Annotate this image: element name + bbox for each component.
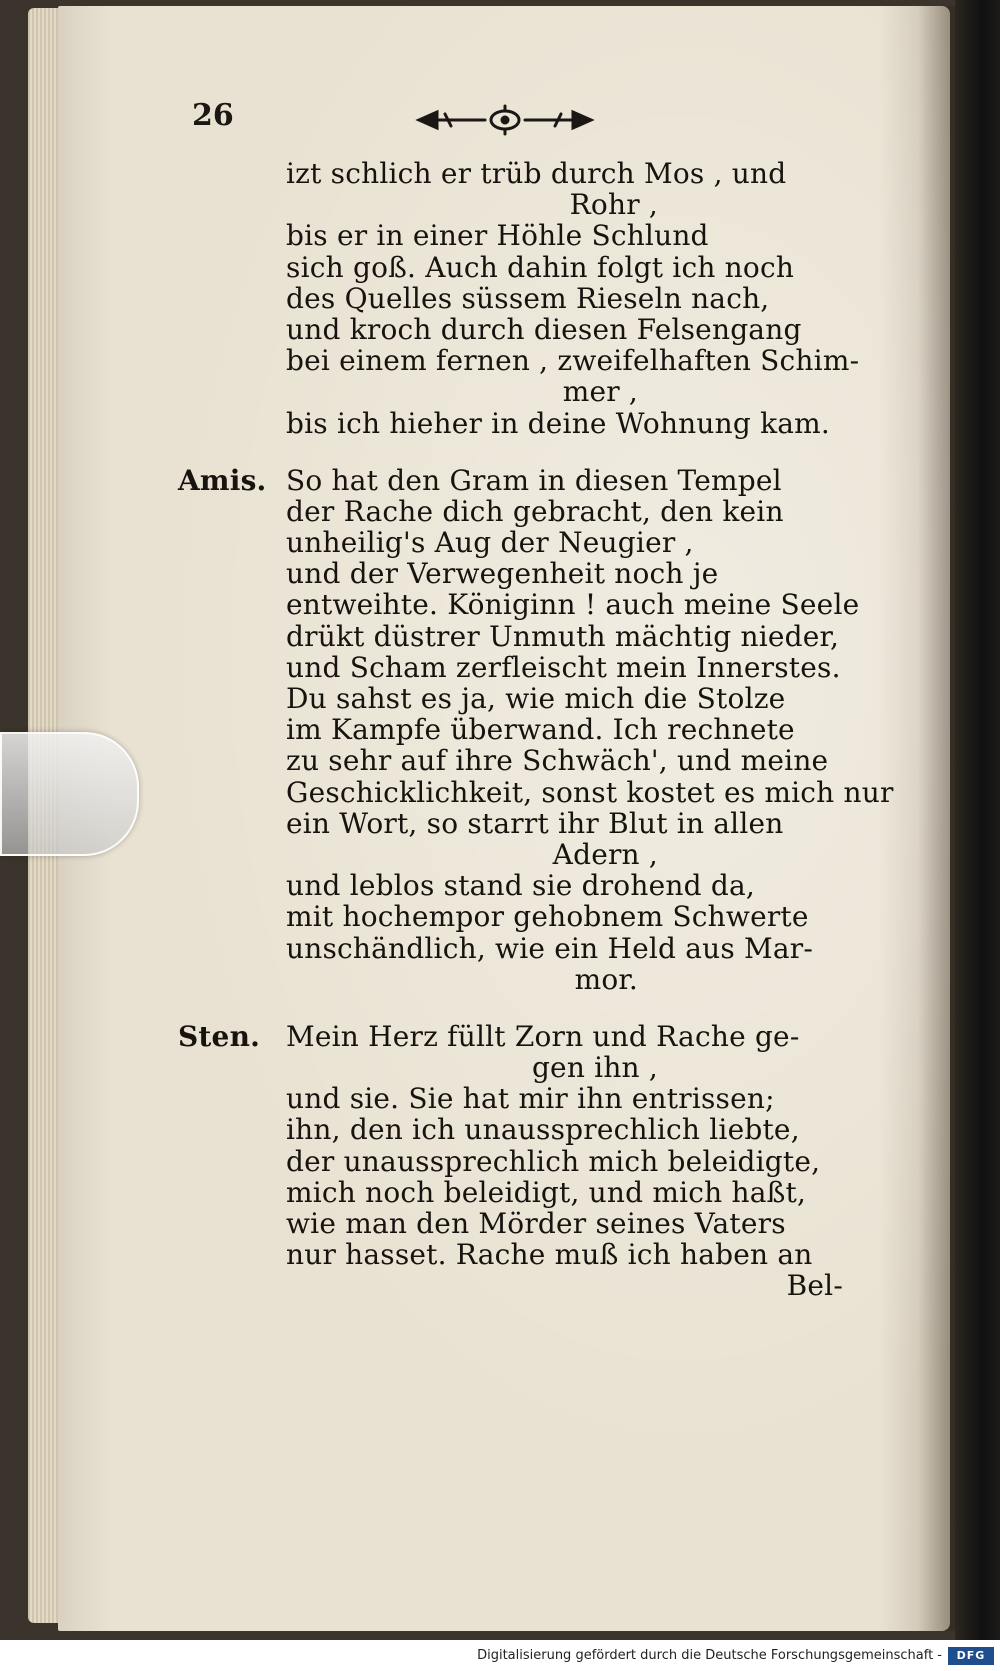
verse-text (178, 157, 894, 1303)
verse-line: des Quelles süssem Rieseln nach, (286, 281, 770, 315)
verse-line: und leblos stand sie drohend da, (286, 869, 755, 903)
verse-line: im Kampfe überwand. Ich rechnete (286, 713, 795, 747)
verse-line: unschändlich, wie ein Held aus Mar- (286, 931, 814, 965)
verse-line: und Scham zerfleischt mein Innerstes. (286, 650, 841, 684)
verse-line-continuation: mer , (562, 375, 638, 409)
verse-line: der unaussprechlich mich beleidigte, (286, 1144, 821, 1178)
verse-line: So hat den Gram in diesen Tempel (286, 463, 782, 497)
speech-sten (178, 1021, 843, 1302)
verse-line: und der Verwegenheit noch je (286, 557, 719, 591)
verse-line: Du sahst es ja, wie mich die Stolze (286, 682, 786, 715)
page-number: 26 (192, 98, 234, 133)
verse-line: wie man den Mörder seines Vaters (286, 1207, 786, 1240)
header-ornament-icon (415, 100, 595, 140)
verse-line: nur hasset. Rache muß ich haben an (286, 1238, 813, 1272)
gutter-shadow (918, 6, 958, 1631)
verse-line-continuation: gen ihn , (531, 1051, 658, 1085)
verse-line: mit hochempor gehobnem Schwerte (286, 900, 809, 934)
verse-line: entweihte. Königinn ! auch meine Seele (286, 588, 860, 622)
verse-line: mich noch beleidigt, und mich haßt, (286, 1175, 807, 1209)
verse-line-continuation: mor. (574, 962, 638, 996)
verse-line: bis er in einer Höhle Schlund (286, 219, 709, 253)
verse-line: bis ich hieher in deine Wohnung kam. (286, 406, 831, 440)
dfg-logo-icon: DFG (948, 1647, 994, 1665)
verse-line: izt schlich er trüb durch Mos , und (286, 157, 787, 190)
verse-line: ein Wort, so starrt ihr Blut in allen (286, 806, 784, 840)
verse-line: ihn, den ich unaussprechlich liebte, (286, 1113, 800, 1147)
verse-line-continuation: Rohr , (569, 188, 658, 222)
digitization-footer (0, 1645, 1000, 1671)
binding-edge (955, 0, 1000, 1640)
catchword: Bel- (786, 1269, 843, 1303)
verse-line: und sie. Sie hat mir ihn entrissen; (286, 1082, 775, 1116)
bookmark-slip (0, 732, 139, 856)
verse-line: drükt düstrer Unmuth mächtig nieder, (286, 619, 840, 653)
verse-line: sich goß. Auch dahin folgt ich noch (286, 250, 795, 284)
funding-credit: Digitalisierung gefördert durch die Deutsche Forschungsgemeinschaft - (477, 1648, 942, 1663)
verse-line: und kroch durch diesen Felsengang (286, 312, 802, 346)
verse-line: unheilig's Aug der Neugier , (286, 526, 694, 560)
verse-line: Mein Herz füllt Zorn und Rache ge- (286, 1019, 800, 1053)
verse-line-continuation: Adern , (552, 837, 658, 871)
speaker-name: Amis. (178, 463, 267, 497)
verse-line: bei einem fernen , zweifelhaften Schim- (286, 344, 860, 378)
speech-amis (178, 463, 894, 996)
speaker-name: Sten. (178, 1019, 261, 1053)
verse-line: zu sehr auf ihre Schwäch', und meine (286, 744, 829, 778)
verse-line: Geschicklichkeit, sonst kostet es mich nur (286, 775, 894, 809)
verse-line: der Rache dich gebracht, den kein (286, 494, 784, 528)
